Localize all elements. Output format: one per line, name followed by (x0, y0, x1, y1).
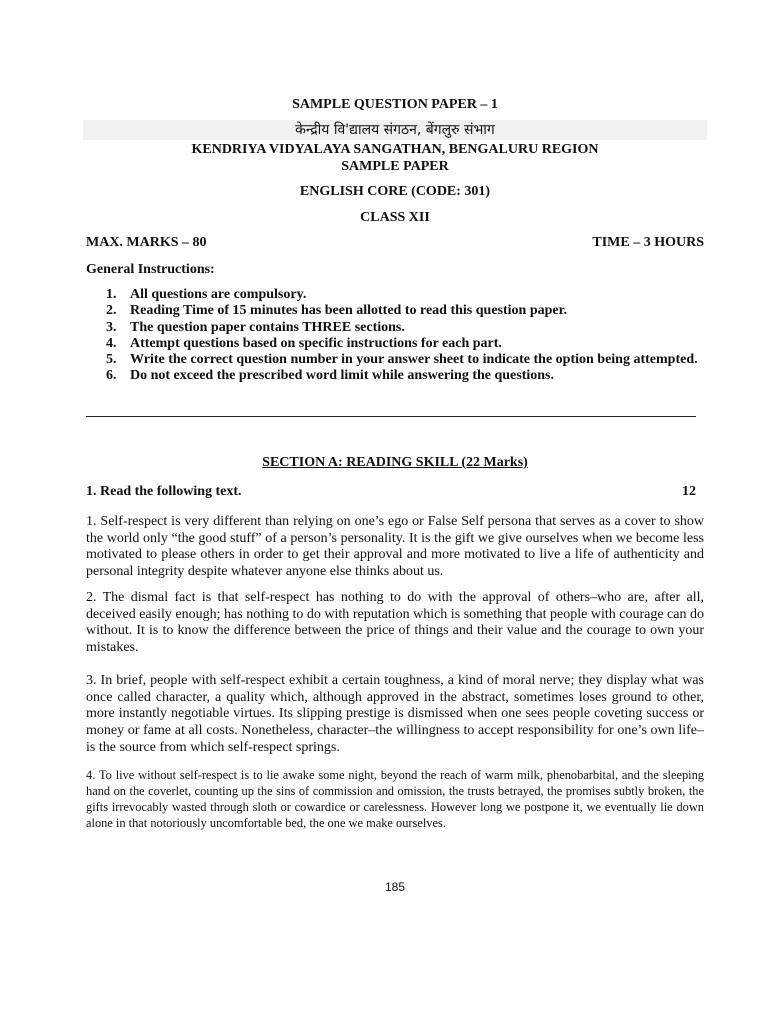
passage-paragraph-2: 2. The dismal fact is that self-respect has nothing to do with the approval of others–who are, after all, deceived easily enough; has nothing to do with reputation which is something that people with courage can do without. It is to know the difference between the price of things and their value and the courage to own your mistakes. (86, 590, 704, 656)
document-page (86, 0, 704, 1024)
subject-code: ENGLISH CORE (CODE: 301) (299, 184, 491, 199)
instruction-item: 6. Do not exceed the prescribed word limit while answering the questions. (106, 368, 554, 384)
class-label: CLASS XII (360, 210, 430, 225)
general-instructions-heading: General Instructions: (86, 262, 215, 277)
page-number: 185 (384, 880, 406, 894)
passage-paragraph-4: 4. To live without self-respect is to lie awake some night, beyond the reach of warm milk, phenobarbital, and the sleeping hand on the coverlet, counting up the sins of commission and omission, the trusts betrayed, the promises subtly broken, the gifts irrevocably wasted through sloth or cowardice or carelessness. However long we postpone it, we eventually lie down alone in that notoriously uncomfortable bed, the one we make ourselves. (86, 768, 704, 831)
paper-title: SAMPLE QUESTION PAPER – 1 (292, 97, 498, 112)
horizontal-divider (86, 416, 696, 417)
question-1-row (86, 484, 704, 500)
instruction-item: 3. The question paper contains THREE sections. (106, 319, 405, 335)
time-allowed: TIME – 3 HOURS (592, 235, 704, 250)
instruction-item: 5. Write the correct question number in your answer sheet to indicate the option being attempted. (106, 352, 698, 368)
question-1-marks: 12 (682, 484, 696, 499)
instructions-list (86, 287, 704, 385)
paper-type: SAMPLE PAPER (341, 159, 449, 174)
section-a-heading: SECTION A: READING SKILL (22 Marks) (262, 455, 528, 470)
max-marks: MAX. MARKS – 80 (86, 235, 207, 250)
instruction-item: 1. All questions are compulsory. (106, 287, 307, 302)
passage-paragraph-1: 1. Self-respect is very different than relying on one’s ego or False Self persona that serves as a cover to show the world only “the good stuff” of a person’s personality. It is the gift we give ourselves when we become less motivated to please others in order to get their approval and more motivated to live a life of authenticity and personal integrity despite whatever anyone else thinks about us. (86, 514, 704, 580)
hindi-organization-line: केन्द्रीय वि'द्यालय संगठन, बेंगलुरु संभाग (83, 120, 707, 140)
passage-paragraph-3: 3. In brief, people with self-respect exhibit a certain toughness, a kind of moral nerve; they display what was once called character, a quality which, although approved in the abstract, sometimes loses ground to other, more instantly negotiable virtues. Its slipping prestige is dismissed when one sees people coveting success or money or fame at all costs. Nonetheless, character–the willingness to accept responsibility for one’s own life–is the source from which self-respect springs. (86, 673, 704, 755)
organization-name: KENDRIYA VIDYALAYA SANGATHAN, BENGALURU REGION (191, 142, 599, 157)
instruction-item: 2. Reading Time of 15 minutes has been allotted to read this question paper. (106, 303, 568, 319)
question-1-label: 1. Read the following text. (86, 484, 242, 499)
instruction-item: 4. Attempt questions based on specific instructions for each part. (106, 335, 502, 351)
marks-time-row (86, 235, 704, 251)
